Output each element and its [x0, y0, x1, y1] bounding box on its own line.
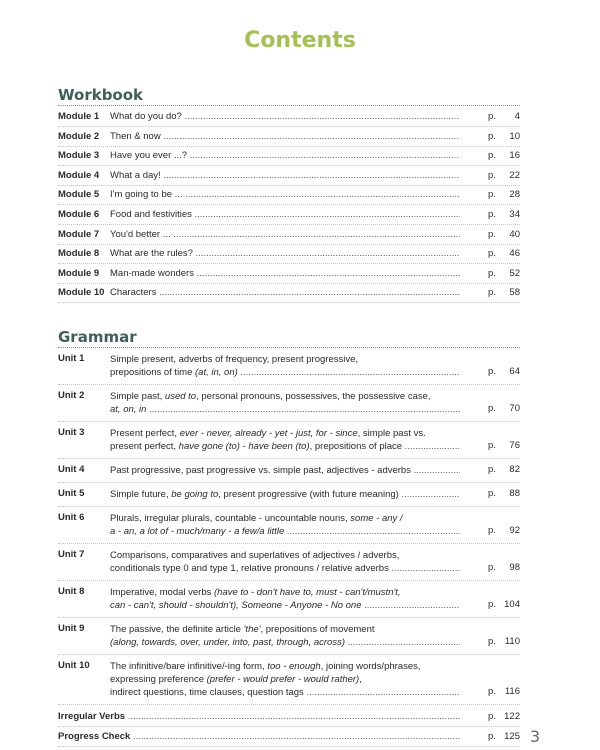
page-label: p.: [488, 209, 496, 220]
text-segment: , present progressive (with future meaning): [218, 489, 399, 500]
row-divider: [58, 126, 520, 127]
page-value: 28: [509, 189, 520, 201]
text-segment: Present perfect,: [110, 428, 180, 439]
description-line: [110, 525, 460, 538]
module-label: Module 6: [58, 209, 100, 220]
italic-segment: used to: [164, 391, 197, 402]
page-value: 92: [509, 525, 520, 536]
text-segment: present perfect,: [110, 441, 179, 452]
module-title: I'm going to be ... .....: [110, 189, 460, 200]
grammar-row[interactable]: [58, 584, 520, 616]
row-divider: [58, 704, 520, 705]
row-divider: [58, 263, 520, 264]
page-number: 3: [529, 727, 540, 746]
page-value: 64: [509, 366, 520, 377]
workbook-row[interactable]: [58, 187, 520, 203]
text-segment: expressing preference: [110, 674, 207, 685]
grammar-row[interactable]: [58, 547, 520, 579]
unit-description: [110, 464, 460, 477]
row-divider: [58, 458, 520, 459]
description-line: [110, 623, 460, 636]
page-value: 98: [509, 562, 520, 573]
italic-segment: be going to: [171, 489, 219, 500]
page-value: 58: [509, 287, 520, 299]
description-line: [110, 636, 460, 649]
page-label: p.: [488, 525, 496, 536]
description-line: [110, 512, 460, 525]
page-label: p.: [488, 562, 496, 573]
italic-segment: ever - never, already - yet - just, for - since: [179, 428, 358, 439]
unit-description: [110, 512, 460, 538]
workbook-row[interactable]: [58, 168, 520, 184]
italic-segment: (have to - don't have to, must - can't/mustn't,: [214, 587, 401, 598]
page-value: 46: [509, 248, 520, 260]
description-line: [110, 686, 460, 699]
text-segment: Plurals, irregular plurals, countable - uncountable nouns,: [110, 513, 351, 524]
description-line: [110, 440, 460, 453]
page-label: p.: [488, 150, 496, 162]
page-value: 70: [509, 403, 520, 414]
row-divider: [58, 580, 520, 581]
unit-description: [110, 353, 460, 379]
row-divider: [58, 654, 520, 655]
grammar-row[interactable]: [58, 351, 520, 383]
grammar-row[interactable]: [58, 388, 520, 420]
page-label: p.: [488, 111, 496, 122]
page-value: 52: [509, 267, 520, 279]
workbook-row[interactable]: [58, 129, 520, 145]
page-label: p.: [488, 686, 496, 697]
unit-description: [110, 623, 460, 649]
description-line: [110, 660, 460, 673]
text-segment: , personal pronouns, possessives, the possessive case,: [196, 391, 431, 402]
page-label: p.: [488, 169, 496, 181]
unit-description: [110, 488, 460, 501]
page-label: p.: [488, 287, 496, 299]
row-divider: [58, 746, 520, 747]
page-value: 122: [504, 711, 520, 722]
module-label: Module 4: [58, 169, 100, 181]
unit-label: Unit 7: [58, 549, 85, 560]
text-segment: Imperative, modal verbs: [110, 587, 215, 598]
italic-segment: can - can't, should - shouldn't), Someone - Anyone - No one: [110, 600, 362, 611]
page-label: p.: [488, 403, 496, 414]
unit-label: Unit 5: [58, 488, 85, 499]
row-divider: [58, 421, 520, 422]
row-divider: [58, 726, 520, 727]
unit-description: [110, 427, 460, 453]
grammar-row[interactable]: [58, 486, 520, 505]
page-value: 110: [504, 636, 520, 647]
row-divider: [58, 384, 520, 385]
page-label: p.: [488, 636, 496, 647]
grammar-row[interactable]: [58, 425, 520, 457]
description-line: [110, 586, 460, 599]
page-value: 4: [514, 111, 520, 122]
page-label: p.: [488, 464, 496, 475]
text-segment: ,: [359, 674, 362, 685]
unit-label: Unit 2: [58, 390, 85, 401]
unit-description: [110, 660, 460, 699]
unit-label: Unit 10: [58, 660, 90, 671]
module-title: You'd better ... .....: [110, 229, 460, 240]
description-line: [110, 390, 460, 403]
page-value: 104: [504, 599, 520, 610]
page-value: 88: [509, 488, 520, 499]
module-label: Module 7: [58, 228, 100, 240]
workbook-heading: Workbook: [58, 86, 144, 104]
unit-description: [110, 586, 460, 612]
italic-segment: (at, in, on): [195, 367, 238, 378]
end-section-row[interactable]: [58, 709, 520, 725]
description-line: [110, 403, 460, 416]
page-label: p.: [488, 488, 496, 499]
description-line: [110, 673, 460, 686]
workbook-row[interactable]: [58, 109, 520, 125]
description-line: [110, 599, 460, 612]
page-label: p.: [488, 228, 496, 240]
page-value: 16: [509, 150, 520, 162]
row-divider: [58, 204, 520, 205]
unit-label: Unit 4: [58, 464, 85, 475]
page-label: p.: [488, 189, 496, 201]
page-title: Contents: [244, 28, 356, 53]
grammar-divider: [58, 347, 520, 348]
italic-segment: have gone (to) - have been (to): [178, 441, 310, 452]
unit-description: [110, 390, 460, 416]
text-segment: prepositions of time: [110, 367, 196, 378]
end-section-row[interactable]: [58, 729, 520, 745]
module-title: What are the rules? .....: [110, 248, 460, 259]
module-title: Characters .....: [110, 287, 460, 298]
page-value: 76: [509, 440, 520, 451]
italic-segment: a - an, a lot of - much/many - a few/a little: [110, 526, 285, 537]
workbook-row[interactable]: [58, 266, 520, 282]
workbook-divider: [58, 105, 520, 106]
row-divider: [58, 482, 520, 483]
text-segment: Simple future,: [110, 489, 172, 500]
workbook-row[interactable]: [58, 285, 520, 301]
text-segment: indirect questions, time clauses, question tags: [110, 687, 304, 698]
text-segment: The infinitive/bare infinitive/-ing form,: [110, 661, 268, 672]
page-value: 82: [509, 464, 520, 475]
row-divider: [58, 506, 520, 507]
module-title: Food and festivities .....: [110, 209, 460, 220]
unit-label: Unit 1: [58, 353, 85, 364]
text-segment: , joining words/phrases,: [320, 661, 421, 672]
page-label: p.: [488, 599, 496, 610]
row-divider: [58, 185, 520, 186]
module-label: Module 9: [58, 267, 100, 279]
text-segment: conditionals type 0 and type 1, relative pronouns / relative adverbs: [110, 563, 389, 574]
text-segment: Simple past,: [110, 391, 165, 402]
text-segment: Past progressive, past progressive vs. simple past, adjectives - adverbs: [110, 465, 411, 476]
text-segment: Comparisons, comparatives and superlatives of adjectives / adverbs,: [110, 550, 400, 561]
row-divider: [58, 283, 520, 284]
page-value: 22: [509, 169, 520, 181]
unit-label: Unit 8: [58, 586, 85, 597]
page-label: p.: [488, 731, 496, 742]
text-segment: , simple past vs.: [357, 428, 426, 439]
text-segment: , prepositions of movement: [260, 624, 375, 635]
unit-label: Unit 3: [58, 427, 85, 438]
row-divider: [58, 165, 520, 166]
italic-segment: some - any /: [350, 513, 403, 524]
grammar-row[interactable]: [58, 510, 520, 542]
page-label: p.: [488, 248, 496, 260]
page-value: 116: [504, 686, 520, 697]
text-segment: The passive, the definite article: [110, 624, 244, 635]
unit-label: Unit 9: [58, 623, 85, 634]
text-segment: , prepositions of place: [309, 441, 403, 452]
module-label: Module 2: [58, 130, 100, 142]
italic-segment: (prefer - would prefer - would rather): [206, 674, 360, 685]
page-label: p.: [488, 440, 496, 451]
grammar-row[interactable]: [58, 621, 520, 653]
row-divider: [58, 543, 520, 544]
description-line: [110, 464, 460, 477]
row-divider: [58, 146, 520, 147]
row-divider: [58, 302, 520, 303]
page-label: p.: [488, 267, 496, 279]
italic-segment: 'the': [243, 624, 261, 635]
unit-label: Unit 6: [58, 512, 85, 523]
module-label: Module 3: [58, 150, 100, 162]
text-segment: Simple present, adverbs of frequency, present progressive,: [110, 354, 359, 365]
end-section-label: Irregular Verbs .....: [58, 711, 460, 722]
module-title: Man-made wonders .....: [110, 268, 460, 279]
workbook-row[interactable]: [58, 148, 520, 164]
row-divider: [58, 617, 520, 618]
page-label: p.: [488, 366, 496, 377]
page-label: p.: [488, 130, 496, 142]
grammar-row[interactable]: [58, 658, 520, 703]
module-title: Then & now .....: [110, 131, 460, 142]
description-line: [110, 549, 460, 562]
description-line: [110, 353, 460, 366]
workbook-row[interactable]: [58, 227, 520, 243]
unit-description: [110, 549, 460, 575]
page-label: p.: [488, 711, 496, 722]
module-label: Module 8: [58, 248, 100, 260]
row-divider: [58, 224, 520, 225]
page-value: 10: [509, 130, 520, 142]
description-line: [110, 427, 460, 440]
page-value: 40: [509, 228, 520, 240]
description-line: [110, 366, 460, 379]
description-line: [110, 488, 460, 501]
grammar-heading: Grammar: [58, 328, 137, 346]
workbook-row[interactable]: [58, 207, 520, 223]
module-label: Module 5: [58, 189, 100, 201]
italic-segment: too - enough: [267, 661, 321, 672]
page-value: 125: [504, 731, 520, 742]
grammar-row[interactable]: [58, 462, 520, 481]
module-label: Module 10: [58, 287, 105, 299]
row-divider: [58, 244, 520, 245]
module-title: Have you ever ...? .....: [110, 150, 460, 161]
italic-segment: (along, towards, over, under, into, past, through, across): [110, 637, 345, 648]
module-label: Module 1: [58, 111, 100, 122]
module-title: What do you do? .....: [110, 111, 460, 122]
end-section-label: Progress Check .....: [58, 731, 460, 742]
workbook-row[interactable]: [58, 246, 520, 262]
description-line: [110, 562, 460, 575]
page-value: 34: [509, 209, 520, 220]
module-title: What a day! .....: [110, 170, 460, 181]
italic-segment: at, on, in: [110, 404, 147, 415]
